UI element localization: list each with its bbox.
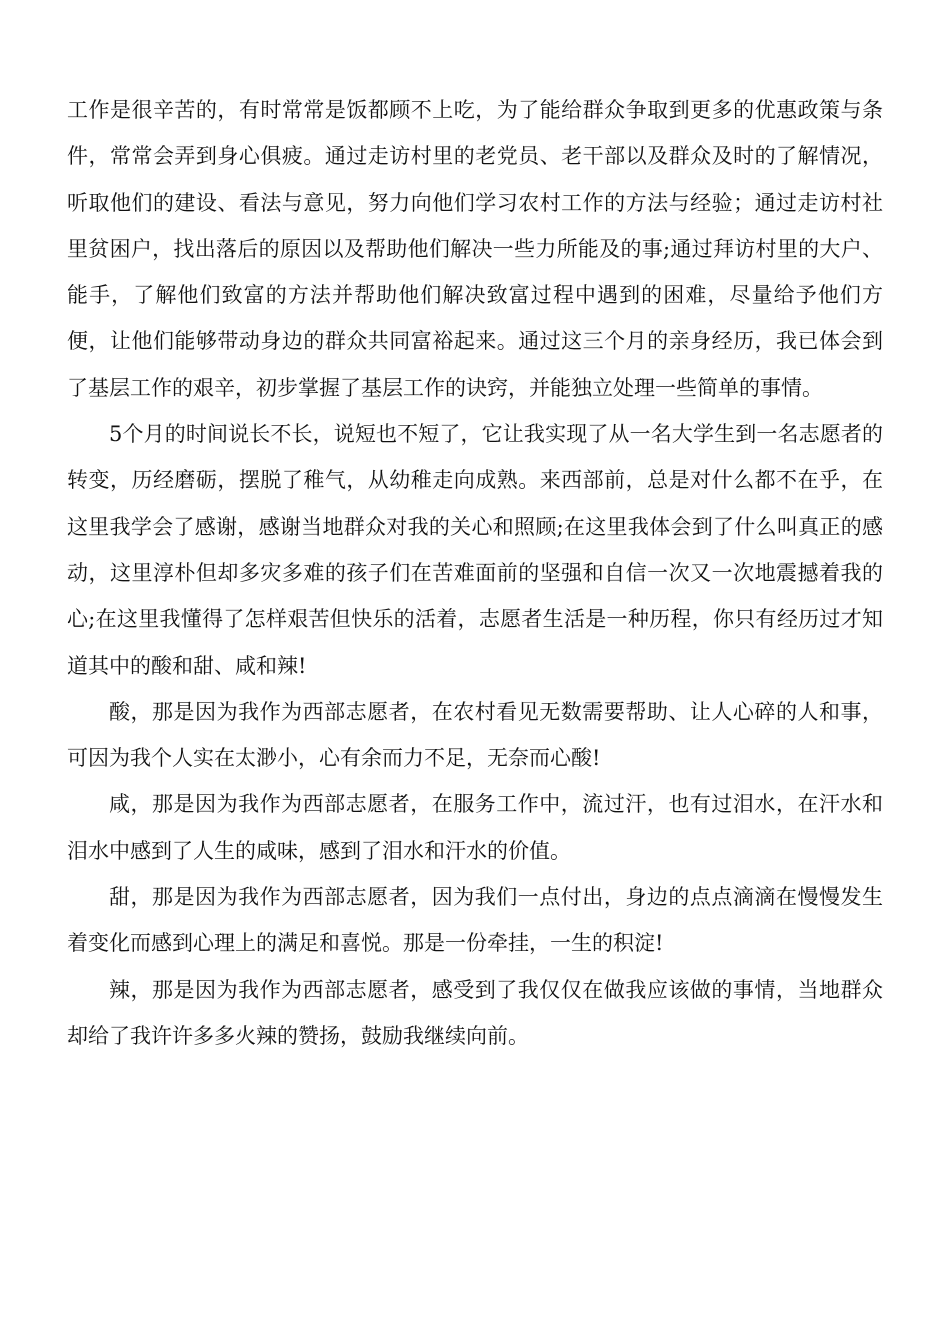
document-body bbox=[67, 87, 883, 1059]
paragraph-spicy: 辣，那是因为我作为西部志愿者，感受到了我仅仅在做我应该做的事情，当地群众却给了我许许多多火辣的赞扬，鼓励我继续向前。 bbox=[67, 977, 883, 1048]
paragraph-sour: 酸，那是因为我作为西部志愿者，在农村看见无数需要帮助、让人心碎的人和事，可因为我个人实在太渺小，心有余而力不足，无奈而心酸! bbox=[67, 699, 883, 771]
paragraph-sweet: 甜，那是因为我作为西部志愿者，因为我们一点付出，身边的点点滴滴在慢慢发生着变化而感到心理上的满足和喜悦。那是一份牵挂，一生的积淀! bbox=[67, 885, 883, 956]
paragraph-salty: 咸，那是因为我作为西部志愿者，在服务工作中，流过汗，也有过泪水，在汗水和泪水中感到了人生的咸味，感到了泪水和汗水的价值。 bbox=[67, 792, 883, 863]
paragraph-five-months: 5个月的时间说长不长，说短也不短了，它让我实现了从一名大学生到一名志愿者的转变，历经磨砺，摆脱了稚气，从幼稚走向成熟。来西部前，总是对什么都不在乎，在这里我学会了感谢，感谢当地群众对我的关心和照顾;在这里我体会到了什么叫真正的感动，这里淳朴但却多灾多难的孩子们在苦难面前的坚强和自信一次又一次地震撼着我的心;在这里我懂得了怎样艰苦但快乐的活着，志愿者生活是一种历程，你只有经历过才知道其中的酸和甜、咸和辣! bbox=[67, 422, 883, 678]
paragraph-work-hardship: 工作是很辛苦的，有时常常是饭都顾不上吃，为了能给群众争取到更多的优惠政策与条件，常常会弄到身心俱疲。通过走访村里的老党员、老干部以及群众及时的了解情况，听取他们的建设、看法与意见，努力向他们学习农村工作的方法与经验；通过走访村社里贫困户，找出落后的原因以及帮助他们解决一些力所能及的事;通过拜访村里的大户、能手，了解他们致富的方法并帮助他们解决致富过程中遇到的困难，尽量给予他们方便，让他们能够带动身边的群众共同富裕起来。通过这三个月的亲身经历，我已体会到了基层工作的艰辛，初步掌握了基层工作的诀窍，并能独立处理一些简单的事情。 bbox=[67, 98, 883, 400]
